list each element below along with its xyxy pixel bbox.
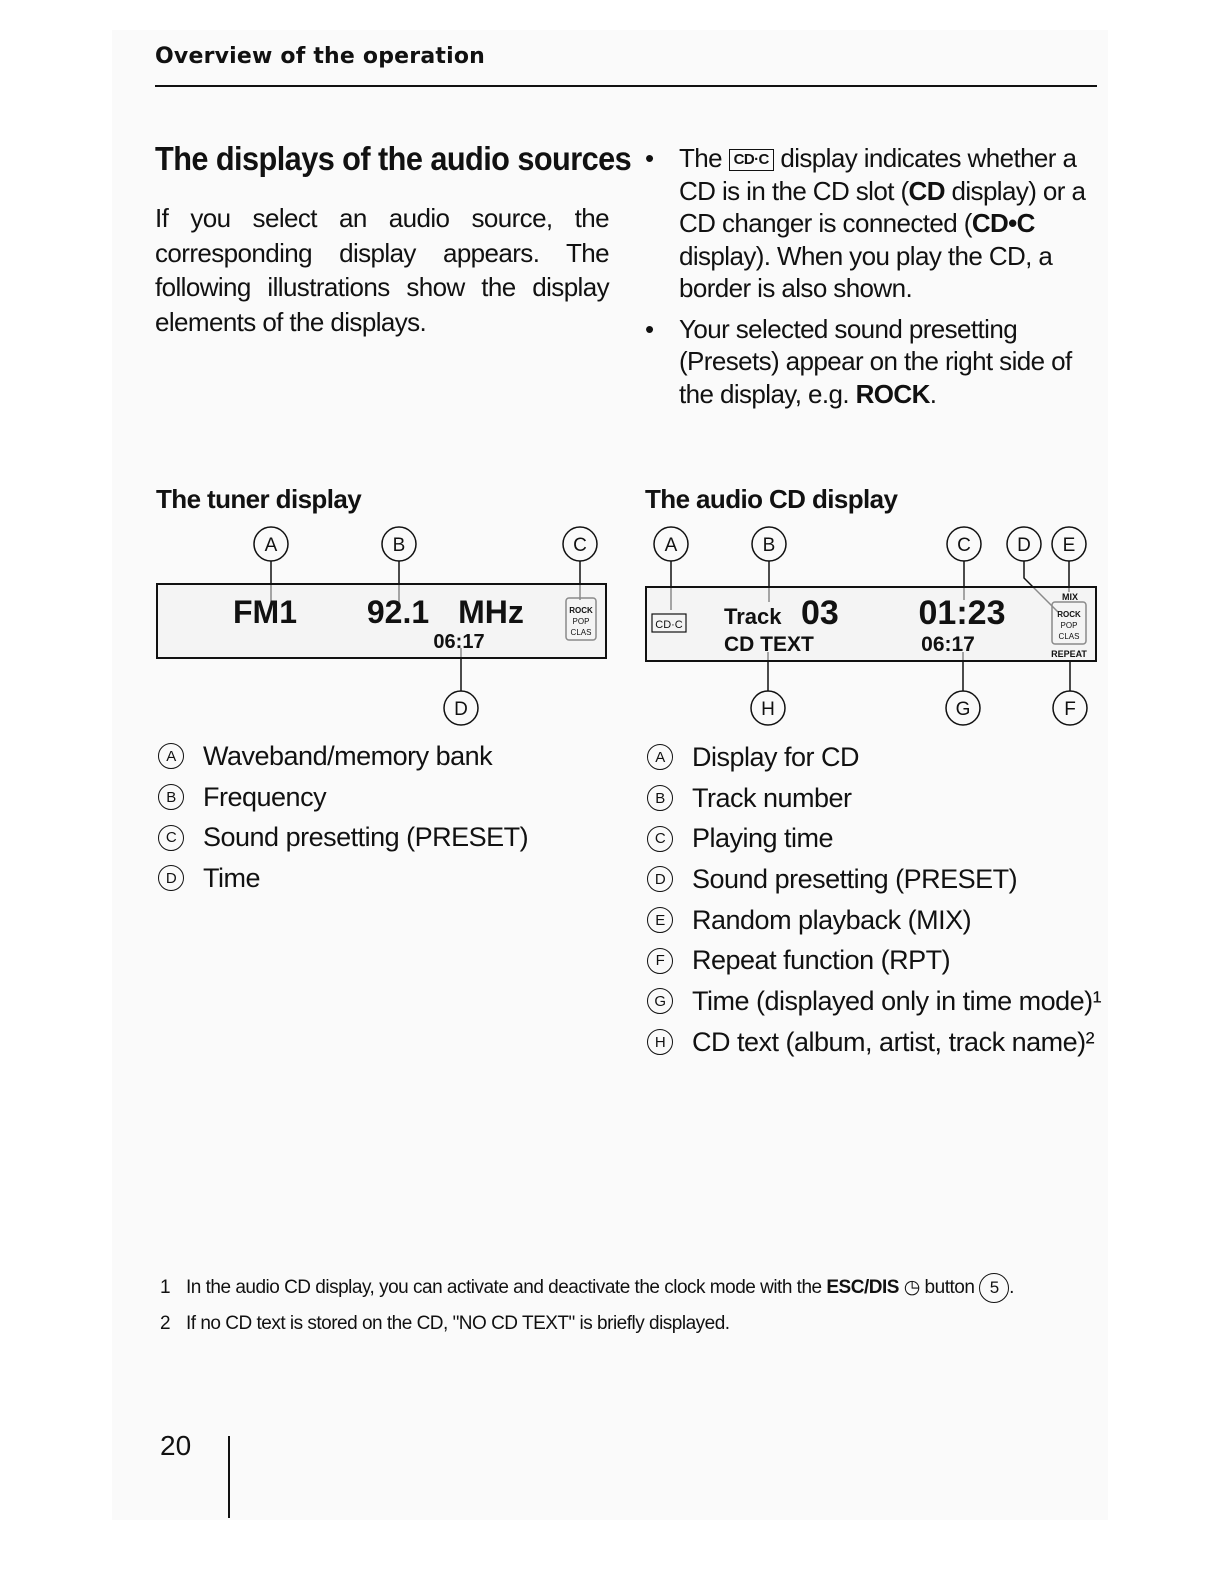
callout-label-d: D [454,699,468,720]
page-number: 20 [160,1430,192,1461]
cd-preset-rock: ROCK [1057,610,1081,619]
legend-letter: D [647,866,673,892]
bullet-dot: • [645,143,654,173]
bullet-text: display) or a CD changer is connected ( [679,175,1086,238]
bullet-presets [645,313,1105,411]
legend-text: Playing time [692,823,834,854]
bullet-dot: • [645,313,654,344]
legend-letter: H [647,1029,673,1055]
callout-label-b: B [762,535,776,556]
cd-preset-pop: POP [1060,621,1078,630]
legend-text: CD text (album, artist, track name)² [692,1026,1095,1057]
legend-text: Display for CD [692,741,860,772]
legend-item [647,818,1101,859]
callout-label-c: C [957,535,971,556]
callout-label-d: D [1017,535,1031,556]
legend-letter: A [647,744,673,770]
tuner-unit: MHz [458,594,524,630]
legend-item [158,858,528,899]
bullet-cdc-display [645,142,1105,305]
legend-text: Frequency [203,781,327,812]
tuner-display-illustration [150,520,616,730]
footnote-1 [160,1270,1014,1306]
legend-letter: C [647,826,673,852]
legend-letter: F [647,948,673,974]
footnote-number: 2 [160,1313,171,1334]
tuner-clock: 06:17 [433,631,485,653]
legend-item [647,940,1101,981]
section-header: Overview of the operation [155,44,486,69]
esc-dis-label: ESC/DIS [826,1277,899,1299]
footnote-number: 1 [160,1277,171,1298]
legend-item [647,737,1101,778]
footnote-text: If no CD text is stored on the CD, "NO CD TEXT" is briefly displayed. [186,1313,730,1334]
legend-item [158,736,528,777]
legend-text: Sound presetting (PRESET) [203,822,529,853]
bullet-bold: ROCK [855,378,930,409]
page-title: The displays of the audio sources [155,140,632,177]
bullet-text: . [929,378,937,409]
cd-preset-clas: CLAS [1058,632,1080,641]
legend-text: Track number [692,782,852,813]
footnote-text-part: button [919,1277,975,1299]
bullet-text: display). When you play the CD, a border is also shown. [679,240,1053,303]
cd-source-icon: CD·C [655,619,683,631]
callout-label-g: G [955,699,971,720]
legend-item [647,778,1101,819]
footnote-text-part: In the audio CD display, you can activate and deactivate the clock mode with the [186,1277,827,1299]
bullet-text: display indicates whether a CD is in the CD slot ( [679,143,1077,206]
bullet-bold: CD•C [971,208,1035,238]
legend-letter: D [158,865,184,891]
cd-display-illustration [640,520,1102,732]
page-number-rule [228,1436,230,1518]
legend-letter: B [647,785,673,811]
header-divider [155,85,1097,87]
legend-letter: A [158,743,184,769]
legend-item [647,981,1101,1022]
cd-repeat-indicator: REPEAT [1051,649,1087,659]
legend-letter: B [158,784,184,810]
cd-playing-time: 01:23 [918,594,1006,632]
legend-text: Time (displayed only in time mode)¹ [692,985,1102,1016]
cd-mix-indicator: MIX [1061,592,1079,602]
legend-letter: C [158,825,184,851]
tuner-preset-pop: POP [572,617,590,626]
cd-legend [647,737,1101,1063]
tuner-preset-clas: CLAS [570,628,592,637]
button-number-circle: 5 [979,1273,1009,1303]
legend-item [647,1022,1101,1063]
legend-text: Time [203,862,260,893]
footnote-text-part: . [1009,1277,1014,1299]
footnote-2 [160,1306,1014,1342]
tuner-frequency: 92.1 [366,594,430,630]
callout-label-a: A [264,535,278,556]
legend-text: Sound presetting (PRESET) [692,863,1018,894]
cd-clock: 06:17 [921,633,975,656]
legend-text: Waveband/memory bank [203,740,493,771]
tuner-heading: The tuner display [156,484,362,514]
callout-label-a: A [664,535,678,556]
callout-label-b: B [392,535,406,556]
callout-label-e: E [1062,535,1076,556]
tuner-legend [158,736,528,899]
tuner-band: FM1 [233,594,297,630]
intro-paragraph: If you select an audio source, the corresponding display appears. The following illustrations show the display elements of the displays. [155,203,609,337]
legend-text: Repeat function (RPT) [692,945,951,976]
cd-track-number: 03 [801,594,839,632]
legend-item [158,777,528,818]
legend-item [647,859,1101,900]
legend-text: Random playback (MIX) [692,904,972,935]
legend-item [158,817,528,858]
tuner-preset-rock: ROCK [569,606,593,615]
cd-changer-icon: CD·C [729,149,774,171]
legend-item [647,900,1101,941]
callout-label-c: C [573,535,587,556]
bullet-bold: CD [908,175,945,206]
callout-label-h: H [761,699,775,720]
cd-text: CD TEXT [724,633,814,656]
cd-heading: The audio CD display [645,484,898,514]
callout-label-f: F [1064,699,1076,720]
footnote-text [186,1273,1014,1303]
bullet-text: The [679,143,723,173]
footnotes [160,1270,1014,1342]
cd-track-label: Track [724,604,782,629]
clock-icon: ◷ [903,1277,920,1299]
legend-letter: E [647,907,673,933]
bullet-list [645,142,1105,418]
bullet-text: Your selected sound presetting (Presets) appear on the right side of the display, e.g. [679,313,1072,409]
legend-letter: G [647,988,673,1014]
